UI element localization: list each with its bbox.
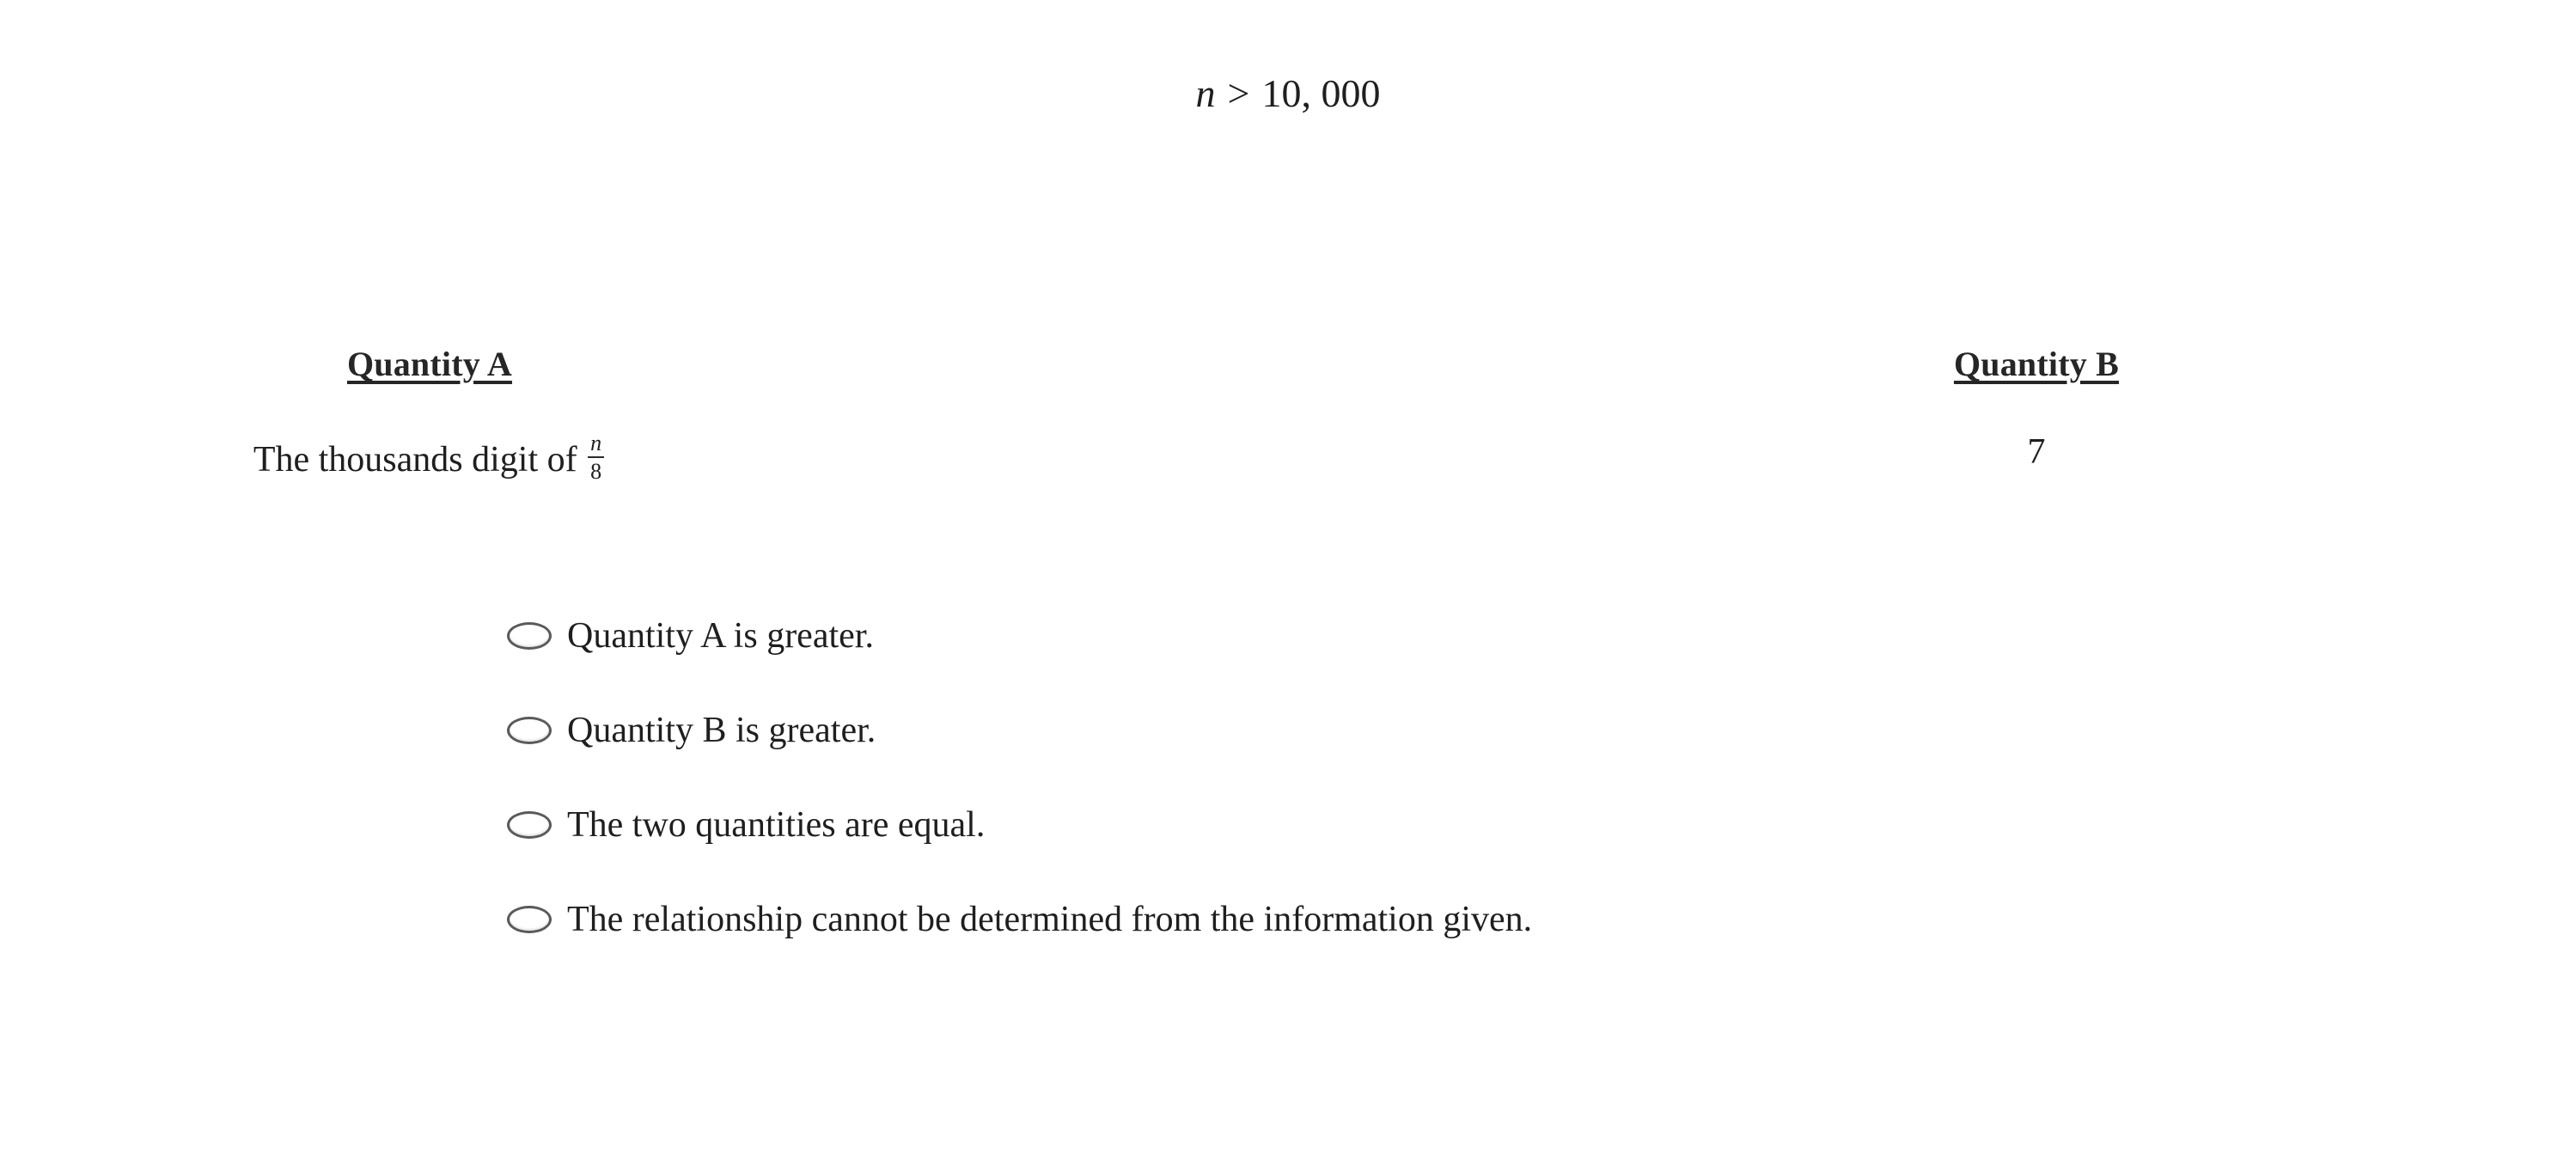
quantity-a-text: The thousands digit of: [253, 440, 577, 480]
stem-value: 10, 000: [1261, 71, 1381, 115]
radio-button-icon[interactable]: [507, 811, 552, 839]
radio-button-icon[interactable]: [507, 622, 552, 650]
quantity-a-value: [103, 431, 756, 484]
quantity-b-title: Quantity B: [1953, 345, 2120, 383]
answer-choice-b-label: Quantity B is greater.: [567, 711, 876, 750]
answer-choice-a-label: Quantity A is greater.: [567, 616, 874, 656]
quantity-b-column: [1865, 344, 2208, 473]
fraction-denominator: 8: [590, 459, 602, 485]
radio-button-icon[interactable]: [507, 717, 552, 744]
answer-choice-b[interactable]: [507, 683, 2397, 778]
fraction-bar: [588, 456, 604, 458]
fraction-numerator: n: [590, 431, 602, 455]
quantity-b-value: 7: [2027, 432, 2046, 472]
answer-choice-c[interactable]: [507, 778, 2397, 872]
answer-choices: [507, 589, 2397, 967]
radio-button-icon[interactable]: [507, 906, 552, 933]
answer-choice-a[interactable]: [507, 589, 2397, 683]
answer-choice-d-label: The relationship cannot be determined from the information given.: [567, 900, 1533, 939]
fraction-n-over-8: [588, 431, 604, 484]
answer-choice-c-label: The two quantities are equal.: [567, 805, 986, 845]
quantity-a-column: [103, 344, 756, 484]
stem-variable: n: [1195, 71, 1216, 115]
stem-relation: >: [1227, 71, 1250, 115]
quantity-comparison: [0, 344, 2576, 516]
answer-choice-d[interactable]: [507, 872, 2397, 967]
given-condition: [0, 70, 2576, 116]
quantity-a-title: Quantity A: [346, 345, 513, 383]
